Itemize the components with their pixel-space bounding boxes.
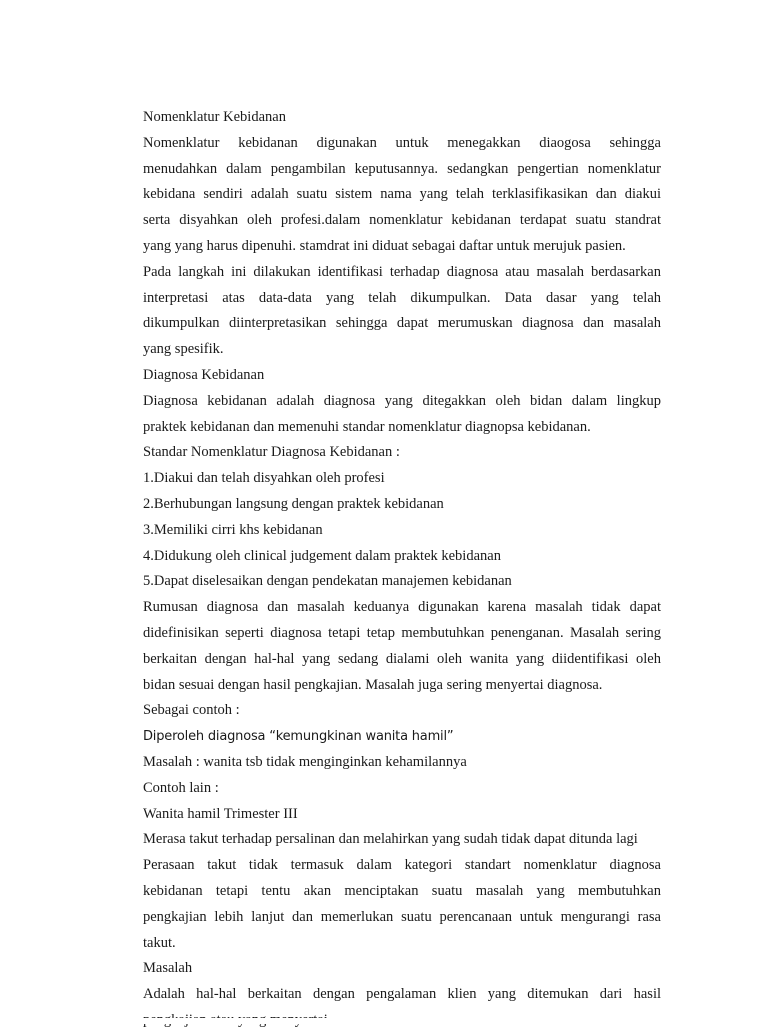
document-line: Rumusan diagnosa dan masalah keduanya digunakan karena masalah tidak dapat — [143, 599, 661, 616]
document-line: Masalah — [143, 960, 193, 977]
document-line: kebidanan tetapi tentu akan menciptakan suatu masalah yang membutuhkan — [143, 882, 661, 899]
document-line: 3.Memiliki cirri khs kebidanan — [143, 521, 323, 538]
document-line: Standar Nomenklatur Diagnosa Kebidanan : — [143, 444, 400, 461]
document-line: Masalah : wanita tsb tidak menginginkan kehamilannya — [143, 753, 467, 770]
document-line: didefinisikan seperti diagnosa tetapi tetap membutuhkan penenganan. Masalah sering — [143, 624, 661, 641]
document-line: interpretasi atas data-data yang telah dikumpulkan. Data dasar yang telah — [143, 289, 661, 306]
document-line: pengkajian lebih lanjut dan memerlukan suatu perencanaan untuk mengurangi rasa — [143, 908, 661, 925]
document-line: serta disyahkan oleh profesi.dalam nomenklatur kebidanan terdapat suatu standrat — [143, 212, 661, 229]
document-line: Pada langkah ini dilakukan identifikasi terhadap diagnosa atau masalah berdasarkan — [143, 263, 661, 280]
document-line: Diagnosa kebidanan adalah diagnosa yang ditegakkan oleh bidan dalam lingkup — [143, 392, 661, 409]
document-line: Merasa takut terhadap persalinan dan melahirkan yang sudah tidak dapat ditunda lagi — [143, 831, 638, 848]
document-line: yang yang harus dipenuhi. stamdrat ini diduat sebagai daftar untuk merujuk pasien. — [143, 237, 626, 254]
document-line: 2.Berhubungan langsung dengan praktek kebidanan — [143, 495, 444, 512]
document-line: Contoh lain : — [143, 779, 219, 796]
document-line: 1.Diakui dan telah disyahkan oleh profesi — [143, 470, 385, 487]
document-line: berkaitan dengan hal-hal yang sedang dialami oleh wanita yang diidentifikasi oleh — [143, 650, 661, 667]
document-line: takut. — [143, 934, 176, 951]
document-line: Nomenklatur kebidanan digunakan untuk menegakkan diaogosa sehingga — [143, 134, 661, 151]
page-bottom-edge — [0, 1018, 768, 1024]
document-line: Nomenklatur Kebidanan — [143, 109, 286, 125]
document-line: bidan sesuai dengan hasil pengkajian. Masalah juga sering menyertai diagnosa. — [143, 676, 603, 693]
document-line: menudahkan dalam pengambilan keputusannya. sedangkan pengertian nomenklatur — [143, 160, 661, 177]
document-line: Perasaan takut tidak termasuk dalam kategori standart nomenklatur diagnosa — [143, 857, 661, 874]
document-line: Adalah hal-hal berkaitan dengan pengalaman klien yang ditemukan dari hasil — [143, 986, 661, 1003]
document-page — [143, 105, 661, 1034]
document-line: Wanita hamil Trimester III — [143, 805, 298, 822]
document-line: kebidana sendiri adalah suatu sistem nama yang telah terklasifikasikan dan diakui — [143, 186, 661, 203]
document-line: praktek kebidanan dan memenuhi standar nomenklatur diagnopsa kebidanan. — [143, 418, 591, 435]
document-line: dikumpulkan diinterpretasikan sehingga dapat merumuskan diagnosa dan masalah — [143, 315, 661, 332]
document-line: 4.Didukung oleh clinical judgement dalam praktek kebidanan — [143, 547, 501, 564]
document-line: Diagnosa Kebidanan — [143, 366, 265, 383]
document-line: Diperoleh diagnosa “kemungkinan wanita hamil” — [143, 729, 454, 745]
document-line: Sebagai contoh : — [143, 702, 240, 719]
document-line: 5.Dapat diselesaikan dengan pendekatan manajemen kebidanan — [143, 573, 512, 590]
document-line: yang spesifik. — [143, 341, 224, 358]
